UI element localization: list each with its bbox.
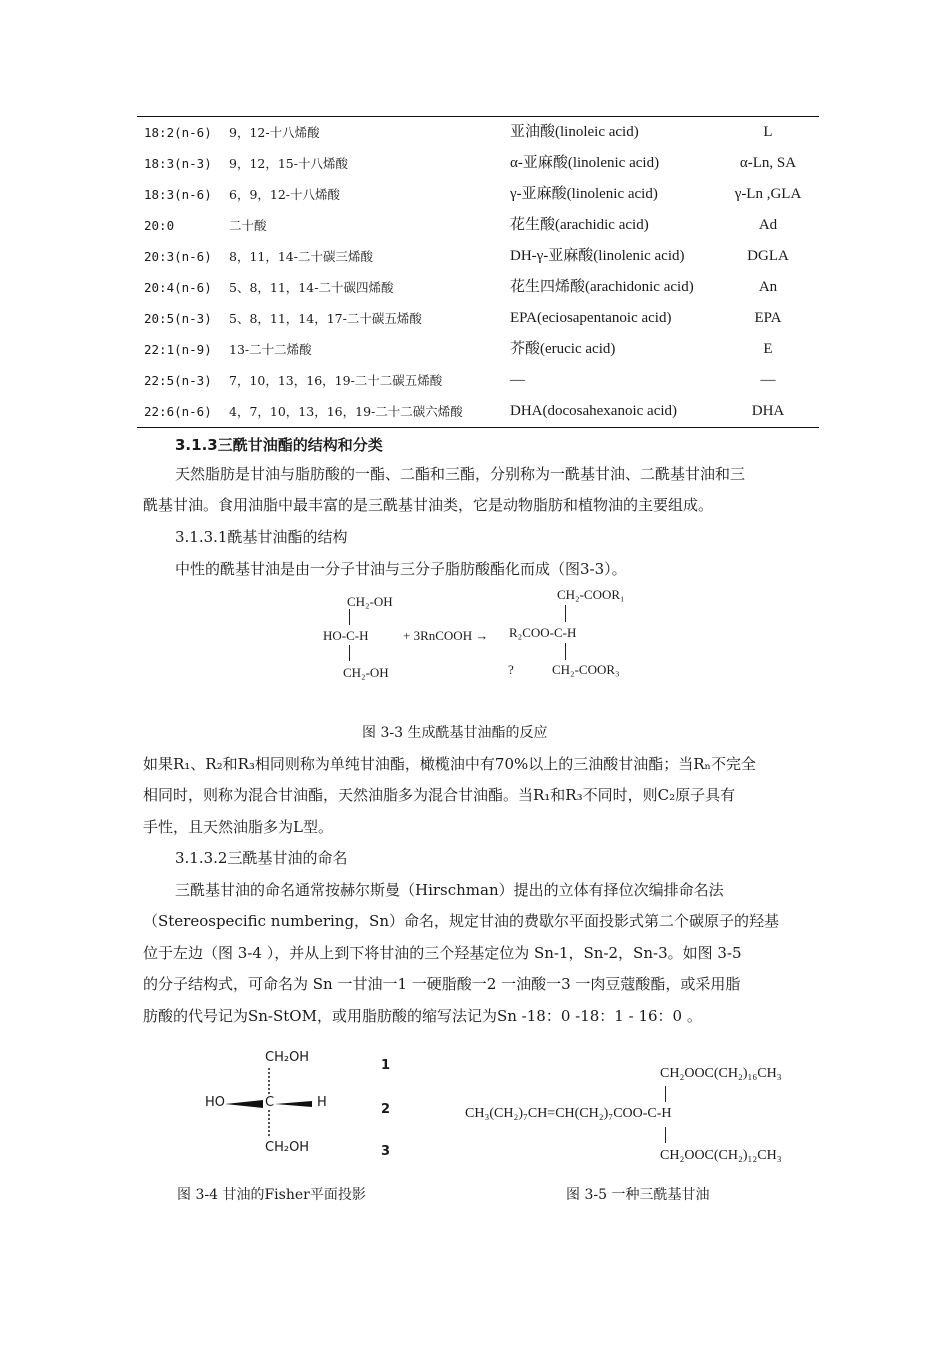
systematic-name: 4，7，10，13，16，19-二十二碳六烯酸: [229, 404, 463, 419]
glycerol-middle: HO-C-H: [323, 628, 369, 643]
common-name: 亚油酸(linoleic acid): [510, 124, 639, 140]
systematic-name: 6，9，12-十八烯酸: [229, 187, 341, 202]
bond-line: [665, 1086, 666, 1102]
fatty-acid-code: 22:1(n-9): [144, 342, 212, 357]
product-bottom: CH₂-COOR₃: [552, 662, 620, 677]
position-1: 1: [381, 1058, 391, 1073]
position-2: 2: [381, 1102, 391, 1117]
common-name: γ-亚麻酸(linolenic acid): [510, 186, 658, 202]
fisher-bottom: CH₂OH: [265, 1140, 310, 1155]
figure-caption: 图 3-3 生成酰基甘油酯的反应: [362, 725, 548, 741]
paragraph-line: 的分子结构式，可命名为 Sn 一甘油一1 一硬脂酸一2 一油酸一3 一肉豆蔻酸酯，或采用脂: [143, 975, 741, 993]
abbreviation: DGLA: [747, 248, 789, 264]
systematic-name: 13-二十二烯酸: [229, 342, 312, 357]
abbreviation: L: [763, 124, 773, 140]
table-row: [137, 272, 819, 303]
abbreviation: α-Ln, SA: [739, 155, 797, 171]
systematic-name: 9，12-十八烯酸: [229, 125, 320, 140]
product-middle: R₂COO-C-H: [509, 625, 577, 640]
table-row: [137, 334, 819, 365]
paragraph-line: 如果R₁、R₂和R₃相同则称为单纯甘油酯，橄榄油中有70%以上的三油酸甘油酯；当Rₙ不完全: [143, 755, 757, 773]
fatty-acid-code: 18:3(n-3): [144, 156, 212, 171]
abbreviation: An: [758, 279, 778, 295]
abbreviation: E: [763, 341, 773, 357]
subsection-heading: 3.1.3.2三酰基甘油的命名: [175, 849, 348, 867]
paragraph-line: 手性，且天然油脂多为L型。: [143, 818, 333, 836]
product-top: CH₂-COOR₁: [557, 587, 625, 602]
systematic-name: 8，11，14-二十碳三烯酸: [229, 249, 373, 264]
position-3: 3: [381, 1144, 391, 1159]
systematic-name: 5、8，11，14，17-二十碳五烯酸: [229, 311, 422, 326]
common-name: EPA(eciosapentanoic acid): [510, 310, 672, 326]
fatty-acid-code: 22:5(n-3): [144, 373, 212, 388]
common-name: α-亚麻酸(linolenic acid): [510, 155, 660, 171]
subsection-heading: 3.1.3.1酰基甘油酯的结构: [175, 528, 348, 546]
paragraph-line: 位于左边（图 3-4 ），并从上到下将甘油的三个羟基定位为 Sn-1，Sn-2，Sn-3。如图 3-5: [143, 944, 742, 962]
reagent-arrow: + 3RnCOOH →: [403, 628, 489, 643]
table-row: [137, 396, 819, 427]
common-name: DH-γ-亚麻酸(linolenic acid): [510, 248, 685, 264]
common-name: 芥酸(erucic acid): [510, 341, 616, 357]
common-name: 花生酸(arachidic acid): [510, 217, 649, 233]
triacylglycerol-bottom: CH₂OOC(CH₂)₁₂CH₃: [660, 1148, 782, 1163]
paragraph-line: （Stereospecific numbering，Sn）命名，规定甘油的费歇尔平面投影式第二个碳原子的羟基: [143, 912, 780, 930]
fisher-carbon: C: [265, 1095, 275, 1110]
common-name: —: [510, 372, 525, 388]
abbreviation: EPA: [754, 310, 782, 326]
abbreviation: γ-Ln ,GLA: [734, 186, 802, 202]
systematic-name: 二十酸: [229, 218, 267, 233]
figure-caption: 图 3-4 甘油的Fisher平面投影: [177, 1187, 366, 1203]
glycerol-top: CH₂-OH: [347, 594, 393, 609]
table-row: [137, 365, 819, 396]
paragraph-line: 肪酸的代号记为Sn-StOM，或用脂肪酸的缩写法记为Sn -18：0 -18：1 - 16：0 。: [143, 1007, 702, 1025]
fatty-acid-code: 18:3(n-6): [144, 187, 212, 202]
triacylglycerol-middle: CH₃(CH₂)₇CH=CH(CH₂)₇COO-C-H: [465, 1106, 672, 1121]
fisher-top: CH₂OH: [265, 1050, 310, 1065]
abbreviation: Ad: [758, 217, 778, 233]
paragraph-line: 酰基甘油。食用油脂中最丰富的是三酰基甘油类，它是动物脂肪和植物油的主要组成。: [143, 496, 714, 514]
bond-line: [565, 643, 566, 660]
table-row: [137, 148, 819, 179]
figure-caption: 图 3-5 一种三酰基甘油: [566, 1187, 710, 1203]
abbreviation: DHA: [751, 403, 785, 419]
question-mark: ?: [508, 662, 514, 677]
systematic-name: 9，12，15-十八烯酸: [229, 156, 348, 171]
paragraph-line: 中性的酰基甘油是由一分子甘油与三分子脂肪酸酯化而成（图3-3）。: [175, 560, 627, 578]
paragraph-line: 相同时，则称为混合甘油酯，天然油脂多为混合甘油酯。当R₁和R₃不同时，则C₂原子具有: [143, 786, 736, 804]
fatty-acid-code: 22:6(n-6): [144, 404, 212, 419]
table-row: [137, 117, 819, 148]
bond-line: [565, 605, 566, 622]
fisher-bonds: [220, 1060, 340, 1150]
table-row: [137, 210, 819, 241]
fisher-ho: HO: [205, 1095, 226, 1110]
fatty-acid-table: [137, 116, 819, 428]
paragraph-line: 三酰基甘油的命名通常按赫尔斯曼（Hirschman）提出的立体有择位次编排命名法: [175, 881, 724, 899]
table-row: [137, 179, 819, 210]
table-row: [137, 303, 819, 334]
bond-line: [349, 645, 350, 661]
bond-line: [349, 609, 350, 625]
glycerol-bottom: CH₂-OH: [343, 665, 389, 680]
fatty-acid-code: 20:3(n-6): [144, 249, 212, 264]
section-heading: 3.1.3三酰甘油酯的结构和分类: [175, 436, 383, 454]
fisher-h: H: [317, 1095, 327, 1110]
fatty-acid-code: 20:0: [144, 218, 175, 233]
systematic-name: 5、8，11，14-二十碳四烯酸: [229, 280, 394, 295]
common-name: DHA(docosahexanoic acid): [510, 403, 678, 419]
fatty-acid-code: 20:5(n-3): [144, 311, 212, 326]
paragraph-line: 天然脂肪是甘油与脂肪酸的一酯、二酯和三酯，分别称为一酰基甘油、二酰基甘油和三: [175, 465, 746, 483]
fatty-acid-code: 18:2(n-6): [144, 125, 212, 140]
abbreviation: —: [760, 372, 776, 388]
table-row: [137, 241, 819, 272]
systematic-name: 7，10，13，16，19-二十二碳五烯酸: [229, 373, 443, 388]
triacylglycerol-top: CH₂OOC(CH₂)₁₆CH₃: [660, 1066, 782, 1081]
common-name: 花生四烯酸(arachidonic acid): [510, 279, 694, 295]
fatty-acid-code: 20:4(n-6): [144, 280, 212, 295]
bond-line: [665, 1127, 666, 1143]
